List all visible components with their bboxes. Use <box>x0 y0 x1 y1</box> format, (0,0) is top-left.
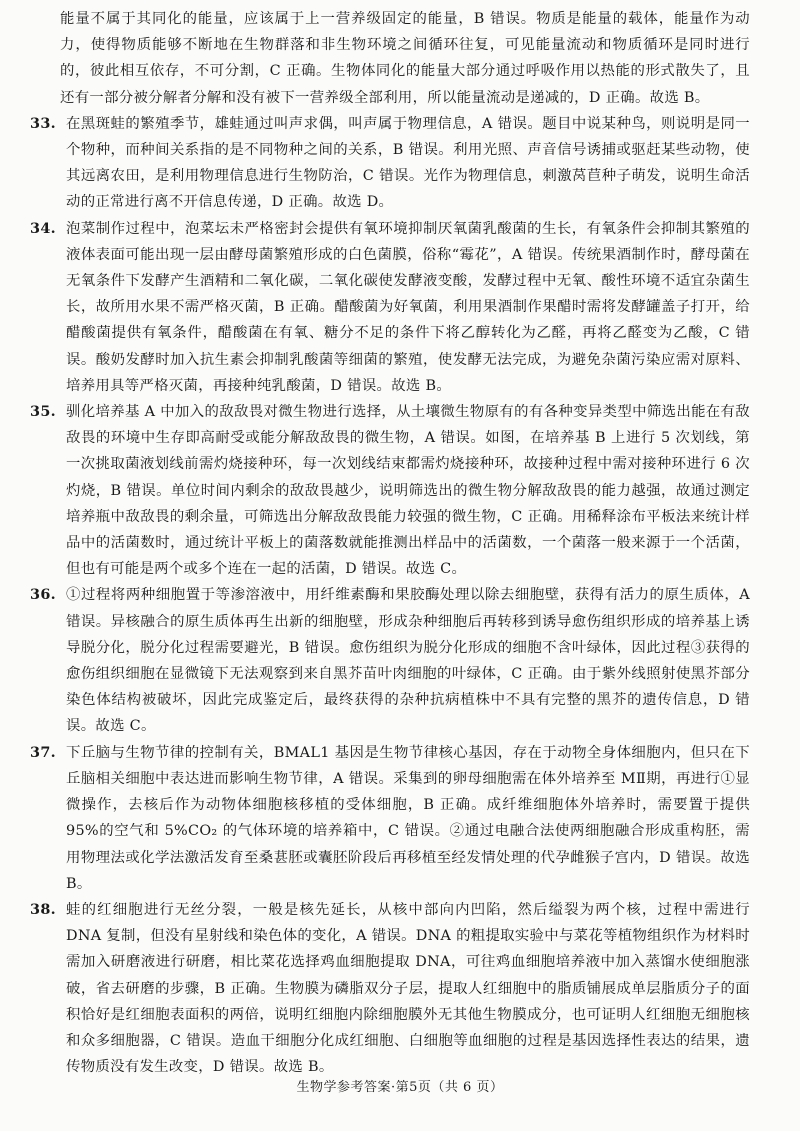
item-text: ①过程将两种细胞置于等渗溶液中，用纤维素酶和果胶酶处理以除去细胞壁，获得有活力的原生质体，A 错误。异核融合的原生质体再生出新的细胞壁，形成杂种细胞后再转移到诱导愈伤组织形成的培养基上诱导脱分化，脱分化过程需要避光，B 错误。愈伤组织为脱分化形成的细胞不含叶绿体，因此过程③获得的愈伤组织细胞在显微镜下无法观察到来自黑芥苗叶肉细胞的叶绿体，C 正确。由于紫外线照射使黑芥部分染色体结构被破坏，因此完成鉴定后，最终获得的杂种抗病植株中不具有完整的黑芥的遗传信息，D 错误。故选 C。 <box>66 587 750 735</box>
item-number: 38. <box>30 900 56 918</box>
item-number: 33. <box>30 114 56 132</box>
item-text: 下丘脑与生物节律的控制有关，BMAL1 基因是生物节律核心基因，存在于动物全身体细胞内，但只在下丘脑相关细胞中表达进而影响生物节律，A 错误。采集到的卵母细胞需在体外培养至 MⅡ期，再进行①显微操作，去核后作为动物体细胞核移植的受体细胞，B 正确。成纤维细胞体外培养时，需要置于提供 95%的空气和 5%CO₂ 的气体环境的培养箱中，C 错误。②通过电融合法使两细胞融合形成重构胚，需用物理法或化学法激活发育至桑葚胚或囊胚阶段后再移植至经发情处理的代孕雌猴子宫内，D 错误。故选 B。 <box>66 744 750 892</box>
answer-item-37 <box>30 740 750 897</box>
continued-paragraph: 能量不属于其同化的能量，应该属于上一营养级固定的能量，B 错误。物质是能量的载体，能量作为动力，使得物质能够不断地在生物群落和非生物环境之间循环往复，可见能量流动和物质循环是同时进行的，彼此相互依存，不可分割，C 正确。生物体同化的能量大部分通过呼吸作用以热能的形式散失了，且还有一部分被分解者分解和没有被下一营养级全部利用，所以能量流动是递减的，D 正确。故选 B。 <box>60 11 750 106</box>
answer-item-34 <box>30 216 750 399</box>
item-number: 36. <box>30 586 56 604</box>
item-number: 34. <box>30 219 56 237</box>
answer-content <box>30 6 750 1080</box>
answer-item-38 <box>30 897 750 1080</box>
item-text: 蛙的红细胞进行无丝分裂，一般是核先延长，从核中部向内凹陷，然后缢裂为两个核，过程中需进行 DNA 复制，但没有星射线和染色体的变化，A 错误。DNA 的粗提取实验中与菜花等植物组织作为材料时需加入研磨液进行研磨，相比菜花选择鸡血细胞提取 DNA，可往鸡血细胞培养液中加入蒸馏水使细胞涨破，省去研磨的步骤，B 正确。生物膜为磷脂双分子层，提取人红细胞中的脂质铺展成单层脂质分子的面积恰好是红细胞表面积的两倍，说明红细胞内除细胞膜外无其他生物膜成分，也可证明人红细胞无细胞核和众多细胞器，C 错误。造血干细胞分化成红细胞、白细胞等血细胞的过程是基因选择性表达的结果，遗传物质没有发生改变，D 错误。故选 B。 <box>66 901 750 1076</box>
answer-item-33 <box>30 111 750 216</box>
item-text: 驯化培养基 A 中加入的敌敌畏对微生物进行选择，从土壤微生物原有的有各种变异类型中筛选出能在有敌敌畏的环境中生存即高耐受或能分解敌敌畏的微生物，A 错误。如图，在培养基 B 上进行 5 次划线，第一次挑取菌液划线前需灼烧接种环，每一次划线结束都需灼烧接种环，故接种过程中需对接种环进行 6 次灼烧，B 错误。单位时间内剩余的敌敌畏越少，说明筛选出的微生物分解敌敌畏的能力越强，故通过测定培养瓶中敌敌畏的剩余量，可筛选出分解敌敌畏能力较强的微生物，C 正确。用稀释涂布平板法来统计样品中的活菌数时，通过统计平板上的菌落数就能推测出样品中的活菌数，一个菌落一般来源于一个活菌，但也有可能是两个或多个连在一起的活菌，D 错误。故选 C。 <box>66 404 750 578</box>
item-text: 在黑斑蛙的繁殖季节，雄蛙通过叫声求偶，叫声属于物理信息，A 错误。题目中说某种鸟，则说明是同一个物种，而种间关系指的是不同物种之间的关系，B 错误。利用光照、声音信号诱捕或驱赶某些动物，使其远离农田，是利用物理信息进行生物防治，C 错误。光作为物理信息，刺激莴苣种子萌发，说明生命活动的正常进行离不开信息传递，D 正确。故选 D。 <box>66 115 750 211</box>
page-footer: 生物学参考答案·第5页（共 6 页） <box>296 1080 504 1095</box>
item-number: 35. <box>30 403 56 421</box>
item-text: 泡菜制作过程中，泡菜坛未严格密封会提供有氧环境抑制厌氧菌乳酸菌的生长，有氧条件会抑制其繁殖的液体表面可能出现一层由酵母菌繁殖形成的白色菌膜，俗称“霉花”，A 错误。传统果酒制作时，酵母菌在无氧条件下发酵产生酒精和二氧化碳，二氧化碳使发酵液变酸，发酵过程中无氧、酸性环境不适宜杂菌生长，故所用水果不需严格灭菌，B 正确。醋酸菌为好氧菌，利用果酒制作果醋时需将发酵罐盖子打开，给醋酸菌提供有氧条件，醋酸菌在有氧、糖分不足的条件下将乙醇转化为乙醛，再将乙醛变为乙酸，C 错误。酸奶发酵时加入抗生素会抑制乳酸菌等细菌的繁殖，使发酵无法完成，为避免杂菌污染应需对原料、培养用具等严格灭菌，再接种纯乳酸菌，D 错误。故选 B。 <box>66 220 750 394</box>
item-number: 37. <box>30 743 56 761</box>
answer-item-35 <box>30 399 750 582</box>
answer-item-36 <box>30 582 750 739</box>
